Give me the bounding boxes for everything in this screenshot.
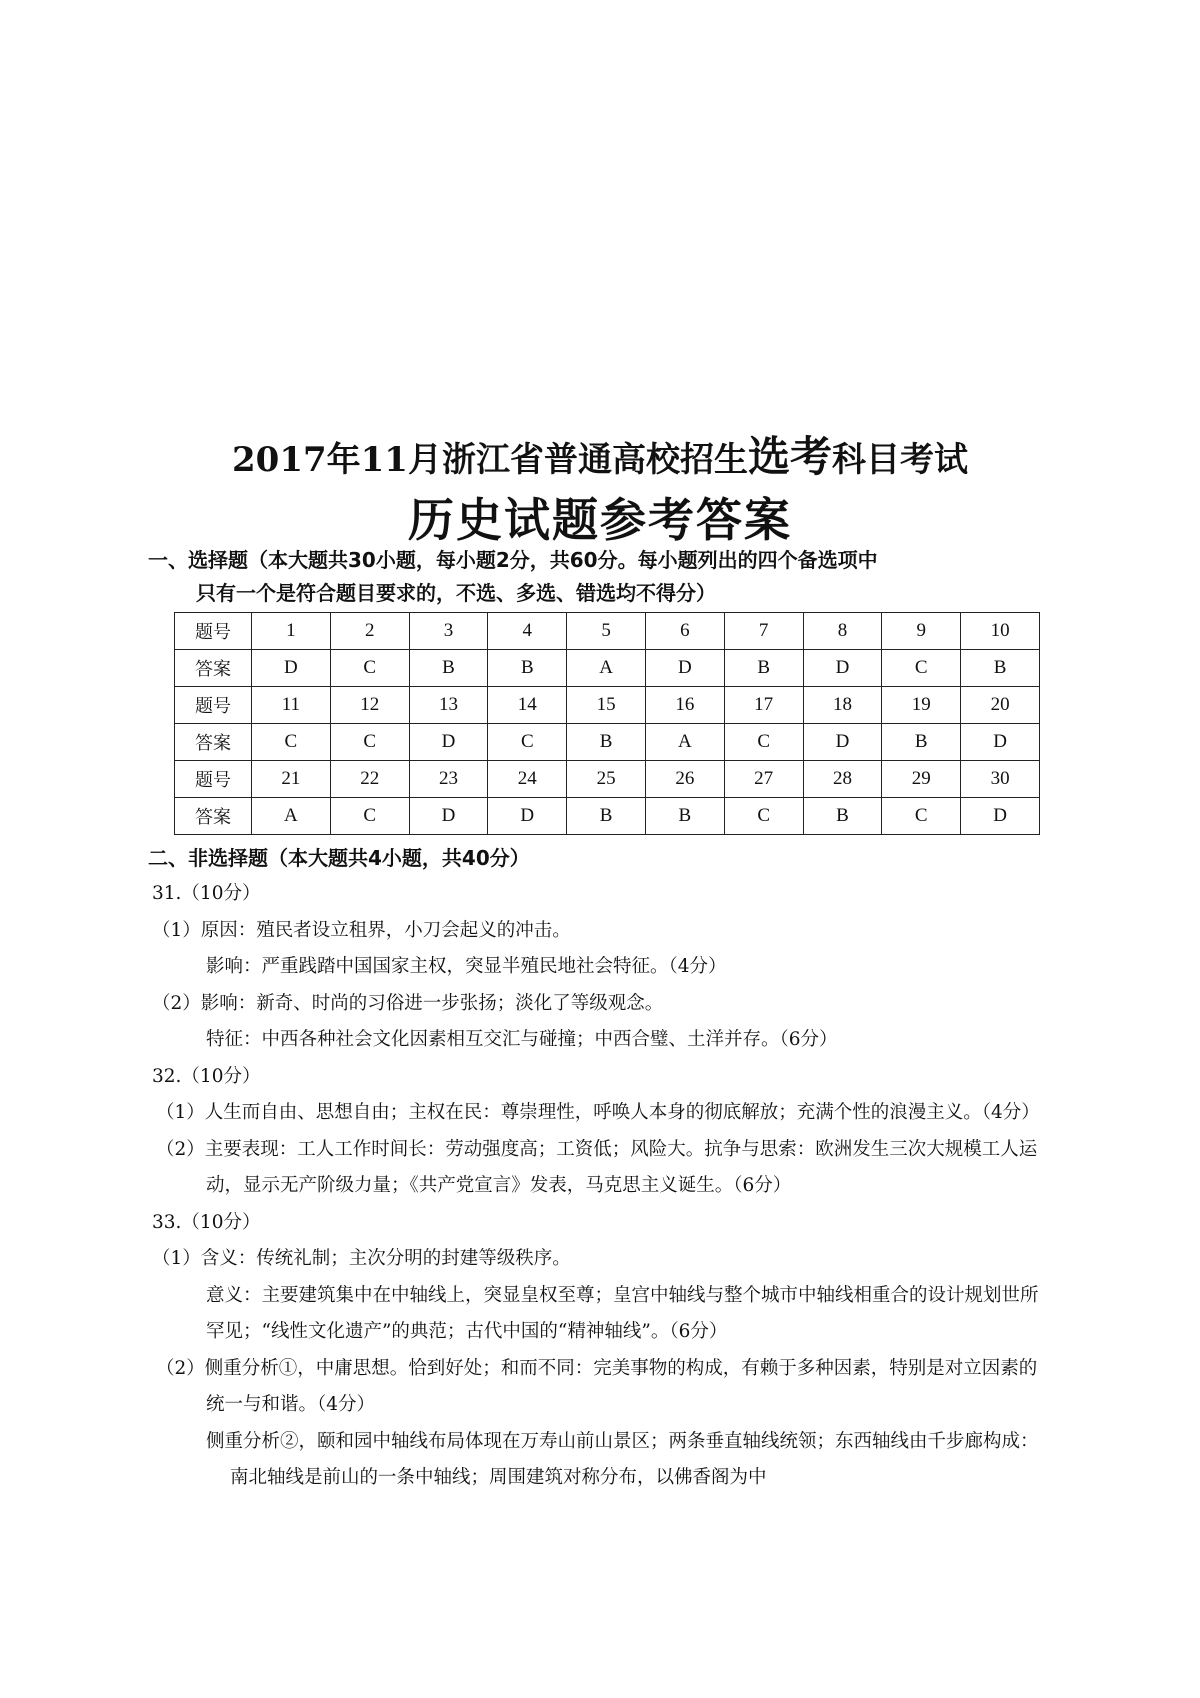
answers-body bbox=[148, 876, 1048, 1497]
answer-cell: D bbox=[488, 798, 567, 835]
question-number-cell: 16 bbox=[645, 687, 724, 724]
row-label-answer: 答案 bbox=[175, 798, 252, 835]
question-number-cell: 5 bbox=[567, 613, 646, 650]
answer-cell: C bbox=[488, 724, 567, 761]
answer-row bbox=[175, 650, 1040, 687]
question-number-cell: 19 bbox=[882, 687, 961, 724]
q33-part2: （2）侧重分析①，中庸思想。恰到好处；和而不同：完美事物的构成，有赖于多种因素，特别是对立因素的统一与和谐。（4分） bbox=[156, 1357, 1038, 1415]
answer-cell: D bbox=[961, 798, 1040, 835]
answer-cell: A bbox=[252, 798, 331, 835]
question-number-cell: 2 bbox=[330, 613, 409, 650]
q31-head: 31.（10分） bbox=[152, 883, 261, 904]
answer-cell: C bbox=[724, 798, 803, 835]
question-number-cell: 30 bbox=[961, 761, 1040, 798]
question-number-cell: 18 bbox=[803, 687, 882, 724]
q33-head: 33.（10分） bbox=[152, 1211, 261, 1233]
question-number-cell: 25 bbox=[567, 761, 646, 798]
answer-row bbox=[175, 724, 1040, 761]
answer-row bbox=[175, 798, 1040, 835]
title-part1: 2017年11月浙江省普通高校招生 bbox=[232, 440, 748, 480]
q33-part1-meaning: 意义：主要建筑集中在中轴线上，突显皇权至尊；皇宫中轴线与整个城市中轴线相重合的设计规划世所罕见；“线性文化遗产”的典范；古代中国的“精神轴线”。（6分） bbox=[206, 1284, 1039, 1342]
question-number-row bbox=[175, 687, 1040, 724]
section1-heading bbox=[148, 544, 1068, 610]
q31-part2-feature: 特征：中西各种社会文化因素相互交汇与碰撞；中西合璧、土洋并存。（6分） bbox=[206, 1029, 838, 1050]
question-number-cell: 10 bbox=[961, 613, 1040, 650]
question-number-cell: 7 bbox=[724, 613, 803, 650]
answer-cell: D bbox=[803, 724, 882, 761]
document-subtitle: 历史试题参考答案 bbox=[408, 493, 792, 547]
q31-part1: （1）原因：殖民者设立租界，小刀会起义的冲击。 bbox=[152, 919, 571, 941]
question-number-cell: 21 bbox=[252, 761, 331, 798]
question-number-cell: 15 bbox=[567, 687, 646, 724]
answer-cell: A bbox=[645, 724, 724, 761]
answer-cell: B bbox=[567, 724, 646, 761]
answer-cell: D bbox=[409, 724, 488, 761]
q31-part1-impact: 影响：严重践踏中国国家主权，突显半殖民地社会特征。（4分） bbox=[206, 956, 727, 977]
question-number-cell: 24 bbox=[488, 761, 567, 798]
question-number-cell: 3 bbox=[409, 613, 488, 650]
question-number-cell: 22 bbox=[330, 761, 409, 798]
question-number-row bbox=[175, 761, 1040, 798]
answer-cell: B bbox=[645, 798, 724, 835]
row-label-answer: 答案 bbox=[175, 724, 252, 761]
answer-cell: B bbox=[803, 798, 882, 835]
question-number-cell: 1 bbox=[252, 613, 331, 650]
row-label-question: 题号 bbox=[175, 761, 252, 798]
question-number-cell: 29 bbox=[882, 761, 961, 798]
answer-cell: A bbox=[567, 650, 646, 687]
question-number-row bbox=[175, 613, 1040, 650]
answer-cell: D bbox=[645, 650, 724, 687]
answer-cell: C bbox=[330, 650, 409, 687]
question-number-cell: 11 bbox=[252, 687, 331, 724]
question-number-cell: 17 bbox=[724, 687, 803, 724]
answer-cell: D bbox=[803, 650, 882, 687]
question-number-cell: 6 bbox=[645, 613, 724, 650]
q32-part2: （2）主要表现：工人工作时间长：劳动强度高；工资低；风险大。抗争与思索：欧洲发生三次大规模工人运动，显示无产阶级力量；《共产党宣言》发表，马克思主义诞生。（6分） bbox=[156, 1138, 1038, 1196]
title-part2: 科目考试 bbox=[831, 440, 968, 480]
answer-cell: B bbox=[409, 650, 488, 687]
answer-cell: B bbox=[882, 724, 961, 761]
answer-cell: C bbox=[882, 650, 961, 687]
question-number-cell: 28 bbox=[803, 761, 882, 798]
answer-cell: B bbox=[567, 798, 646, 835]
question-number-cell: 20 bbox=[961, 687, 1040, 724]
q33-part2-analysis2: 侧重分析②，颐和园中轴线布局体现在万寿山前山景区；两条垂直轴线统领；东西轴线由千步廊构成：南北轴线是前山的一条中轴线；周围建筑对称分布，以佛香阁为中 bbox=[206, 1430, 1039, 1488]
answer-cell: D bbox=[961, 724, 1040, 761]
section1-line1: 一、选择题（本大题共30小题，每小题2分，共60分。每小题列出的四个备选项中 bbox=[148, 548, 878, 572]
answer-cell: C bbox=[724, 724, 803, 761]
title-emphasis: 选考 bbox=[747, 432, 832, 481]
question-number-cell: 8 bbox=[803, 613, 882, 650]
row-label-question: 题号 bbox=[175, 613, 252, 650]
answer-cell: D bbox=[409, 798, 488, 835]
answer-cell: B bbox=[488, 650, 567, 687]
question-number-cell: 27 bbox=[724, 761, 803, 798]
row-label-answer: 答案 bbox=[175, 650, 252, 687]
row-label-question: 题号 bbox=[175, 687, 252, 724]
question-number-cell: 13 bbox=[409, 687, 488, 724]
question-number-cell: 12 bbox=[330, 687, 409, 724]
question-number-cell: 23 bbox=[409, 761, 488, 798]
section1-line2: 只有一个是符合题目要求的，不选、多选、错选均不得分） bbox=[196, 581, 716, 605]
answer-cell: C bbox=[252, 724, 331, 761]
question-number-cell: 14 bbox=[488, 687, 567, 724]
section2-heading: 二、非选择题（本大题共4小题，共40分） bbox=[148, 846, 530, 870]
question-number-cell: 4 bbox=[488, 613, 567, 650]
answer-cell: C bbox=[882, 798, 961, 835]
q32-head: 32.（10分） bbox=[152, 1065, 261, 1087]
answer-cell: D bbox=[252, 650, 331, 687]
question-number-cell: 26 bbox=[645, 761, 724, 798]
answer-cell: B bbox=[724, 650, 803, 687]
q33-part1: （1）含义：传统礼制；主次分明的封建等级秩序。 bbox=[152, 1248, 571, 1269]
q32-part1: （1）人生而自由、思想自由；主权在民：尊崇理性，呼唤人本身的彻底解放；充满个性的浪漫主义。（4分） bbox=[156, 1102, 1040, 1123]
q31-part2: （2）影响：新奇、时尚的习俗进一步张扬；淡化了等级观念。 bbox=[152, 992, 664, 1014]
answer-cell: C bbox=[330, 798, 409, 835]
answer-cell: B bbox=[961, 650, 1040, 687]
answer-table bbox=[174, 612, 1040, 835]
document-title bbox=[0, 424, 1200, 484]
answer-cell: C bbox=[330, 724, 409, 761]
question-number-cell: 9 bbox=[882, 613, 961, 650]
